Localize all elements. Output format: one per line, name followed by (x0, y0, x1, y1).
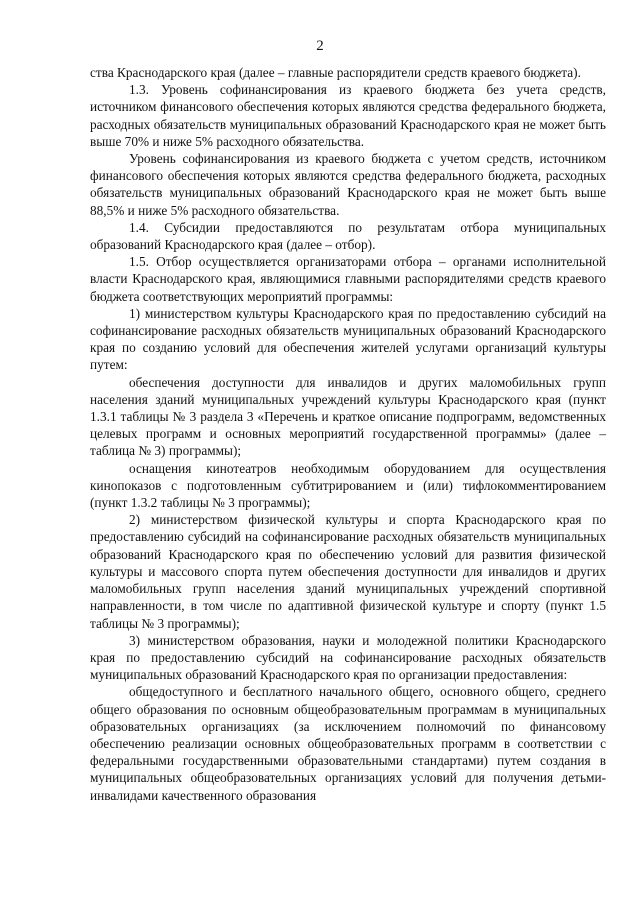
paragraph-2: 1.3. Уровень софинансирования из краевого бюджета без учета средств, источником финансового обеспечения которых являются средства федерального бюджета, расходных обязательств муниципальных образований Краснодарского края не может быть выше 70% и ниже 5% расходного обязательства. (90, 82, 606, 149)
paragraph-9: 2) министерством физической культуры и спорта Краснодарского края по предоставлению субсидий на софинансирование расходных обязательств муниципальных образований Краснодарского края по обеспечению условий для развития физической культуры и массового спорта путем обеспечения доступности для инвалидов и других маломобильных групп населения зданий муниципальных учреждений спортивной направленности, в том числе по адаптивной физической культуре и спорту (пункт 1.5 таблицы № 3 программы); (90, 512, 606, 631)
paragraph-5: 1.5. Отбор осуществляется организаторами отбора – органами исполнительной власти Краснодарского края, являющимися главными распорядителями средств краевого бюджета соответствующих мероприятий программы: (90, 254, 606, 304)
paragraph-8: оснащения кинотеатров необходимым оборудованием для осуществления кинопоказов с подготовленным субтитрированием и (или) тифлокомментированием (пункт 1.3.2 таблицы № 3 программы); (90, 460, 606, 511)
paragraph-6: 1) министерством культуры Краснодарского края по предоставлению субсидий на софинансирование расходных обязательств муниципальных образований Краснодарского края по созданию условий для обеспечения жителей услугами организаций культуры путем: (90, 305, 606, 373)
paragraph-1: ства Краснодарского края (далее – главные распорядители средств краевого бюджета). (90, 65, 581, 80)
paragraph-4: 1.4. Субсидии предоставляются по результатам отбора муниципальных образований Краснодарского края (далее – отбор). (90, 219, 606, 253)
document-body (90, 64, 606, 804)
page-number: 2 (316, 38, 324, 54)
paragraph-11: общедоступного и бесплатного начального общего, основного общего, среднего общего образования по основным общеобразовательным программам в муниципальных образовательных организациях (за исключением полномочий по финансовому обеспечению реализации основных общеобразовательных программ в соответствии с федеральными государственными образовательными стандартами) путем создания в муниципальных общеобразовательных организациях условий для получения детьми-инвалидами качественного образования (90, 684, 606, 803)
paragraph-7: обеспечения доступности для инвалидов и других маломобильных групп населения зданий муниципальных учреждений культуры Краснодарского края (пункт 1.3.1 таблицы № 3 раздела 3 «Перечень и краткое описание подпрограмм, ведомственных целевых программ и основных мероприятий государственной программы» (далее – таблица № 3) программы); (90, 374, 606, 459)
paragraph-10: 3) министерством образования, науки и молодежной политики Краснодарского края по предоставлению субсидий на софинансирование расходных обязательств муниципальных образований Краснодарского края по организации предоставления: (90, 632, 606, 683)
paragraph-3: Уровень софинансирования из краевого бюджета с учетом средств, источником финансового обеспечения которых являются средства федерального бюджета, расходных обязательств муниципальных образований Краснодарского края не может быть выше 88,5% и ниже 5% расходного обязательства. (90, 151, 606, 218)
